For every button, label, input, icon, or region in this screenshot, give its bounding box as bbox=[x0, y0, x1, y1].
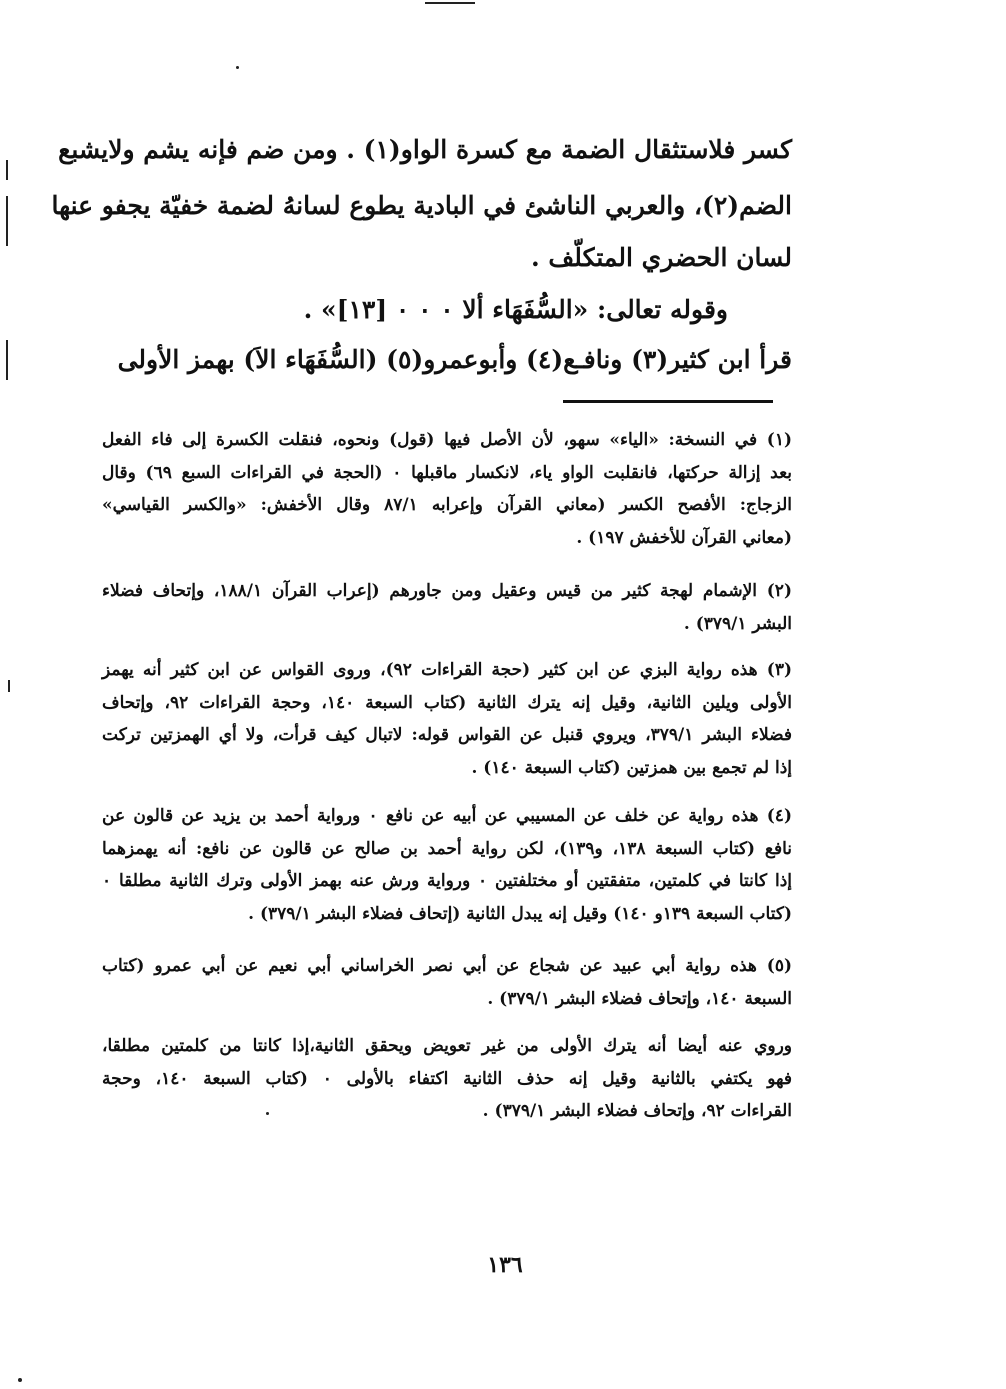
footnote-line: (٣) هذه رواية البزي عن ابن كثير (حجة القراءات ٩٢)، وروى القواس عن ابن كثير أنه يهمز bbox=[102, 660, 792, 680]
main-text-line-3: لسان الحضري المتكلّف . bbox=[531, 243, 792, 272]
footnote-line: فضلاء البشر ٣٧٩/١، ويروي قنبل عن القواس قوله: لاتبال كيف قرأت، ولا أي الهمزتين تركت bbox=[102, 725, 793, 745]
footnote-3 bbox=[102, 654, 792, 784]
footnote-line: (١) في النسخة: «الياء» سهو، لأن الأصل فيها (قول) ونحوه، فنقلت الكسرة إلى فاء الفعل bbox=[102, 430, 792, 450]
footnote-line: السبعة ١٤٠، وإتحاف فضلاء البشر ٣٧٩/١) . bbox=[487, 988, 792, 1009]
footnote-1 bbox=[102, 424, 792, 554]
footnote-line: بعد إزالة حركتها، فانقلبت الواو ياء، لانكسار ماقبلها ٠ (الحجة في القراءات السبع ٦٩) وقال bbox=[102, 462, 793, 483]
quran-verse-line: وقوله تعالى: «السُّفَهَاء ألا ٠ ٠ ٠ [١٣]» . bbox=[303, 295, 728, 324]
page-number: ١٣٦ bbox=[487, 1252, 523, 1278]
footnote-line: نافع (كتاب السبعة ١٣٨، و١٣٩)، لكن رواية أحمد بن صالح عن قالون عن نافع: أنه يهمزهما bbox=[102, 838, 792, 859]
footnote-line: (كتاب السبعة ١٣٩و ١٤٠) وقيل إنه يبدل الثانية (إتحاف فضلاء البشر ٣٧٩/١) . bbox=[248, 903, 792, 924]
footnote-line: الزجاج: الأفصح الكسر (معاني القرآن وإعرابه ٨٧/١ وقال الأخفش: «والكسر القياسي» bbox=[102, 495, 793, 515]
footnote-line: (٥) هذه رواية أبي عبيد عن شجاع عن أبي نصر الخراساني أبي نعيم عن أبي عمرو (كتاب bbox=[102, 956, 792, 976]
footnote-5-continuation bbox=[102, 1030, 792, 1128]
main-text-line-1: كسر فلاستثقال الضمة مع كسرة الواو(١) . ومن ضم فإنه يشم ولايشبع bbox=[58, 135, 792, 164]
footnote-line: وروي عنه أيضا أنه يترك الأولى من غير تعويض ويحقق الثانية،إذا كانتا من كلمتين مطلقا، bbox=[102, 1036, 792, 1056]
footnote-line: (معاني القرآن للأخفش ١٩٧) . bbox=[576, 527, 792, 548]
footnote-separator bbox=[563, 400, 773, 403]
footnote-line: (٢) الإشمام لهجة كثير من قيس وعقيل ومن جاورهم (إعراب القرآن ١٨٨/١، وإتحاف فضلاء bbox=[102, 581, 792, 601]
footnote-5 bbox=[102, 950, 792, 1015]
footnote-4 bbox=[102, 800, 792, 930]
scan-mark bbox=[6, 160, 8, 180]
footnote-line: (٤) هذه رواية عن خلف عن المسيبي عن أبيه عن نافع ٠ ورواية أحمد بن يزيد عن قالون عن bbox=[102, 806, 792, 826]
footnote-line: البشر ٣٧٩/١) . bbox=[683, 613, 792, 634]
scan-mark bbox=[6, 340, 8, 380]
main-text-line-2: الضم(٢)، والعربي الناشئ في البادية يطوع لسانهُ لضمة خفيّة يجفو عنها bbox=[51, 191, 792, 220]
scan-mark bbox=[18, 1378, 22, 1382]
footnote-line: الأولى ويلين الثانية، وقيل إنه يترك الثانية (كتاب السبعة ١٤٠، وحجة القراءات ٩٢، وإتحاف bbox=[102, 692, 792, 713]
footnote-2 bbox=[102, 575, 792, 640]
scan-mark bbox=[8, 680, 10, 692]
scan-mark bbox=[6, 196, 8, 246]
footnote-line: القراءات ٩٢، وإتحاف فضلاء البشر ٣٧٩/١) . bbox=[482, 1101, 792, 1121]
footnote-line: إذا كانتا في كلمتين، متفقتين أو مختلفتين ٠ ورواية ورش عنه بهمز الأولى وترك الثانية مطلقا ٠ bbox=[102, 871, 792, 891]
footnote-line: فهو يكتفي بالثانية وقيل إنه حذف الثانية اكتفاء بالأولى ٠ (كتاب السبعة ١٤٠، وحجة bbox=[102, 1068, 792, 1089]
main-text-line-5: قرأ ابن كثير(٣) ونافـع(٤) وأبوعمرو(٥) (السُّفَهَاء الاَ) بهمز الأولى bbox=[117, 345, 792, 374]
top-edge-rule bbox=[425, 2, 475, 4]
scan-mark bbox=[236, 66, 239, 69]
footnote-line: إذا لم تجمع بين همزتين (كتاب السبعة ١٤٠) . bbox=[471, 757, 792, 778]
